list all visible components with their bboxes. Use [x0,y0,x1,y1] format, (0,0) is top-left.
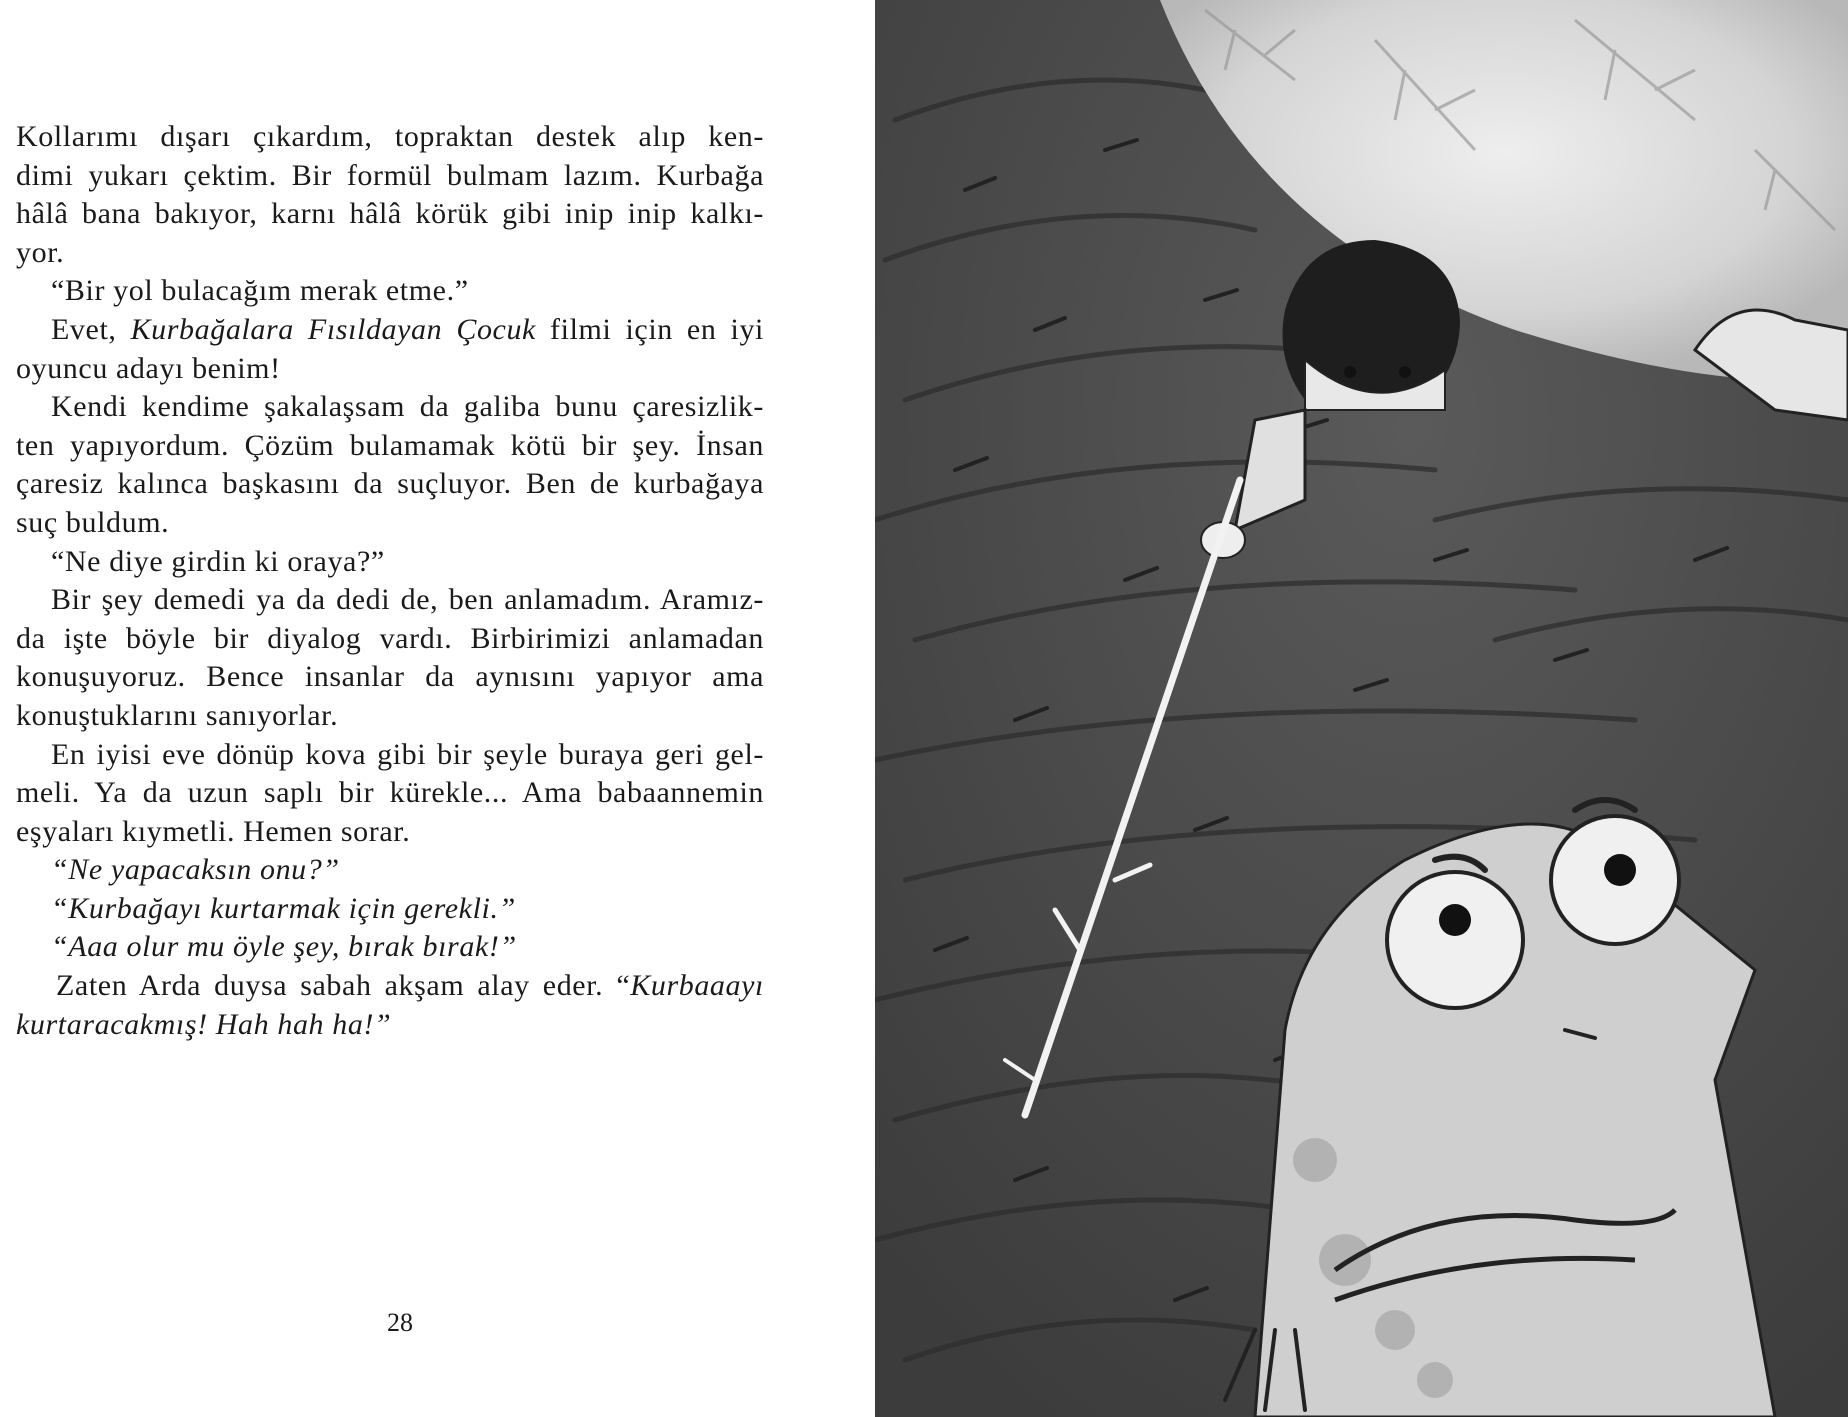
text-page [0,0,875,1417]
text-line: En iyisi eve dönüp kova gibi bir şeyle buraya geri gel- [51,737,764,771]
page-number: 28 [387,1308,413,1337]
text-line: Kollarımı dışarı çıkardım, topraktan destek alıp ken- [16,120,764,153]
text-line: kurtaracakmış! Hah hah ha!” [16,1007,392,1041]
text-line: yor. [16,235,65,269]
frog-eye-left [1387,872,1523,1008]
text-line: “Ne yapacaksın onu?” [51,853,340,887]
text-line: “Bir yol bulacağım merak etme.” [51,274,469,308]
text-line: “Ne diye girdin ki oraya?” [51,544,385,578]
illustration [875,0,1848,1417]
text-line: dimi yukarı çektim. Bir formül bulmam lazım. Kurbağa [16,158,764,192]
text-line: ten yapıyordum. Çözüm bulamamak kötü bir şey. İnsan [16,428,764,462]
child-eye-right [1399,366,1411,378]
text-line: meli. Ya da uzun saplı bir kürekle... Ama babaannemin [16,776,764,810]
body-text [16,118,764,1044]
illustration-art [875,0,1848,1417]
text-line: “Kurbağayı kurtarmak için gerekli.” [51,891,516,925]
text-line: “Aaa olur mu öyle şey, bırak bırak!” [51,930,517,964]
text-line: Zaten Arda duysa sabah akşam alay eder. “Kurbaaayı [56,969,764,1003]
text-line: çaresiz kalınca başkasını da suçluyor. Ben de kurbağaya [16,467,764,501]
text-line: Bir şey demedi ya da dedi de, ben anlamadım. Aramız- [51,583,764,617]
text-line: Evet, Kurbağalara Fısıldayan Çocuk filmi için en iyi [51,312,764,346]
text-line: da işte böyle bir diyalog vardı. Birbirimizi anlamadan [16,621,764,655]
text-line: oyuncu adayı benim! [16,351,281,385]
text-line: hâlâ bana bakıyor, karnı hâlâ körük gibi inip inip kalkı- [16,197,764,231]
text-line: konuştuklarını sanıyorlar. [16,698,339,732]
text-line: Kendi kendime şakalaşsam da galiba bunu çaresizlik- [51,390,764,424]
text-line: konuşuyoruz. Bence insanlar da aynısını yapıyor ama [16,660,764,694]
text-line: eşyaları kıymetli. Hemen sorar. [16,814,411,848]
text-line: suç buldum. [16,505,170,539]
child-eye-left [1344,366,1356,378]
